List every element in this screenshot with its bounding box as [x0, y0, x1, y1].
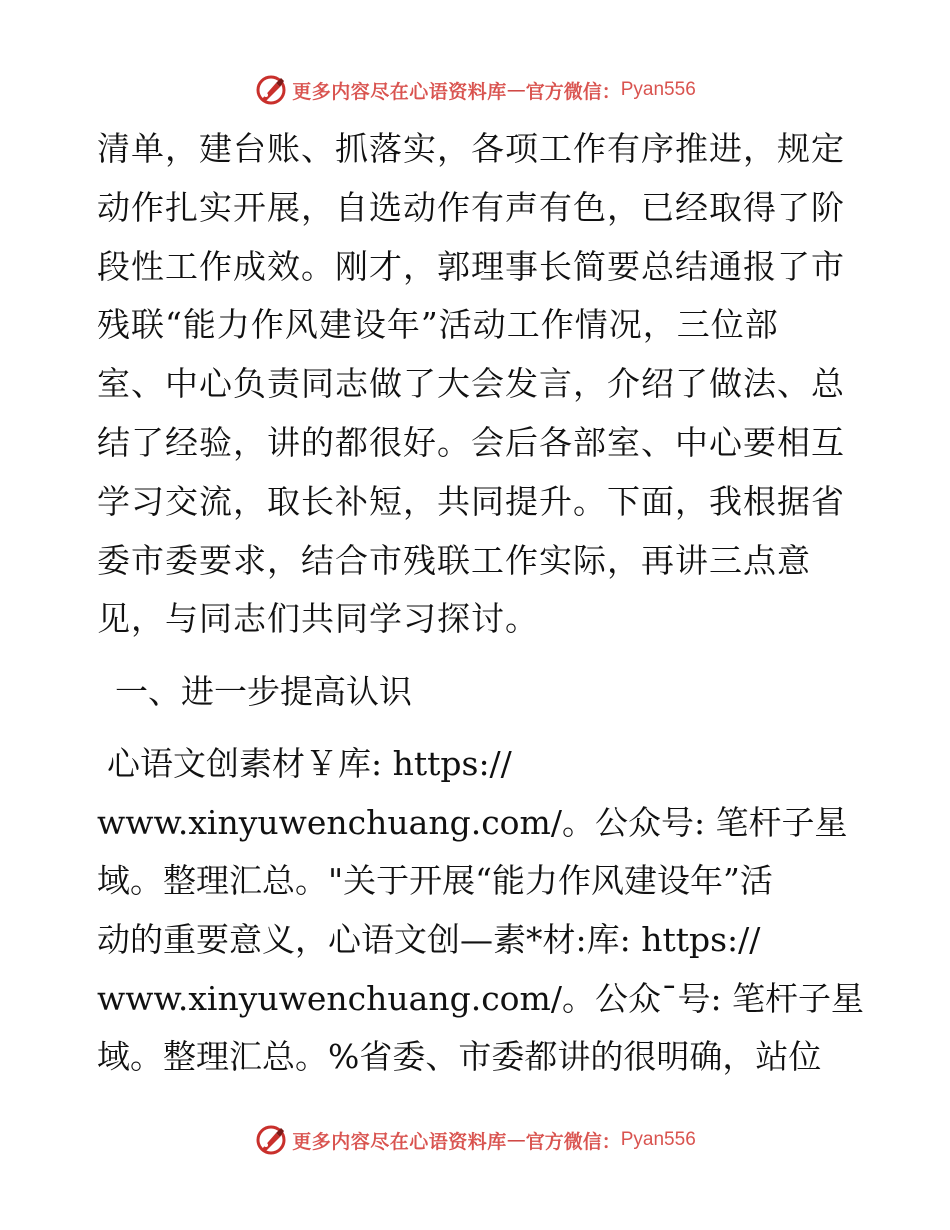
text-line: www.xinyuwenchuang.com/。公众¯号: 笔杆子星	[97, 978, 865, 1018]
banner-main-text: 更多内容尽在心语资料库	[292, 1130, 507, 1153]
text-line: 段性工作成效。刚才，郭理事长简要总结通报了市	[97, 246, 845, 286]
banner-separator: —	[506, 1129, 526, 1151]
text-line: 残联“能力作风建设年”活动工作情况，三位部	[97, 305, 779, 345]
text-line: www.xinyuwenchuang.com/。公众号: 笔杆子星	[97, 802, 848, 842]
text-line: 见，与同志们共同学习探讨。	[97, 599, 539, 639]
banner-contact-label: 官方微信：	[525, 80, 621, 103]
banner-separator: —	[506, 79, 526, 101]
banner-main-text: 更多内容尽在心语资料库	[292, 80, 507, 103]
text-line: 室、中心负责同志做了大会发言，介绍了做法、总	[97, 364, 845, 404]
document-body	[97, 120, 865, 1087]
footer-banner	[0, 1120, 950, 1160]
text-line: 域。整理汇总。%省委、市委都讲的很明确，站位	[97, 1037, 822, 1077]
paragraph-1	[97, 120, 857, 649]
banner-handle: Pyan556	[620, 79, 696, 100]
text-line: 域。整理汇总。"关于开展“能力作风建设年”活	[97, 861, 773, 901]
header-banner	[0, 70, 950, 110]
paragraph-2	[97, 735, 865, 1087]
section-heading: 一、进一步提高认识	[115, 672, 412, 712]
banner-contact-label: 官方微信：	[525, 1130, 621, 1153]
pen-logo-icon	[254, 1123, 288, 1157]
text-line: 学习交流，取长补短，共同提升。下面，我根据省	[97, 481, 845, 521]
text-line: 结了经验，讲的都很好。会后各部室、中心要相互	[97, 422, 845, 462]
banner-handle: Pyan556	[620, 1129, 696, 1150]
text-line: 动作扎实开展，自选动作有声有色，已经取得了阶	[97, 187, 845, 227]
text-line: 委市委要求，结合市残联工作实际，再讲三点意	[97, 540, 811, 580]
text-line: 清单，建台账、抓落实，各项工作有序推进，规定	[97, 129, 845, 168]
text-line: 心语文创素材￥库: https://	[107, 744, 512, 784]
pen-logo-icon	[254, 73, 288, 107]
text-line: 动的重要意义，心语文创—素*材:库: https://	[97, 919, 761, 959]
